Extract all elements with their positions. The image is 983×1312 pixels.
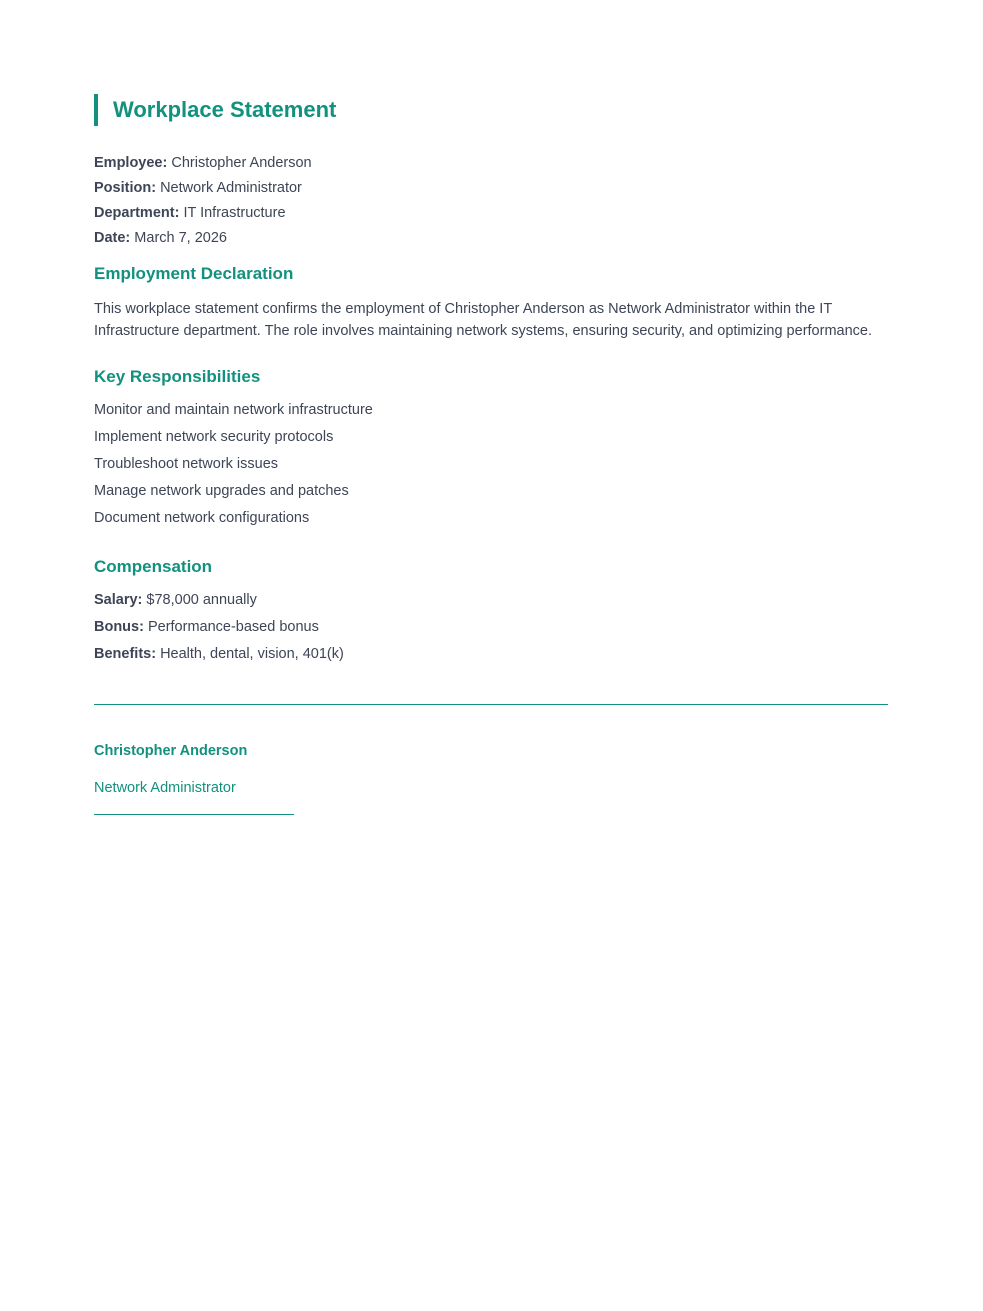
signature-title: Network Administrator — [94, 780, 236, 796]
page-title: Workplace Statement — [113, 97, 337, 122]
comp-label: Bonus: — [94, 619, 144, 635]
meta-employee — [94, 151, 888, 176]
compensation-list — [94, 587, 888, 668]
signature-name: Christopher Anderson — [94, 743, 248, 759]
section-employment-declaration — [94, 265, 888, 342]
comp-value: $78,000 annually — [146, 592, 257, 608]
title-block — [94, 94, 888, 126]
section-divider — [94, 704, 888, 705]
meta-department — [94, 201, 888, 226]
comp-value: Health, dental, vision, 401(k) — [160, 646, 344, 662]
compensation-benefits — [94, 641, 888, 668]
meta-value: March 7, 2026 — [134, 230, 227, 246]
section-heading: Key Responsibilities — [94, 367, 261, 386]
meta-value: Network Administrator — [160, 180, 302, 196]
list-item: Implement network security protocols — [94, 429, 334, 445]
section-compensation — [94, 558, 888, 668]
document-page — [94, 94, 888, 815]
section-key-responsibilities — [94, 368, 888, 532]
declaration-text: This workplace statement confirms the employment of Christopher Anderson as Network Administrator within the IT Infrastructure department. The role involves maintaining network systems, ensuring security, and optimizing performance. — [94, 301, 872, 339]
list-item: Monitor and maintain network infrastructure — [94, 402, 373, 418]
responsibilities-list — [94, 397, 888, 532]
meta-date — [94, 226, 888, 251]
section-heading: Compensation — [94, 557, 213, 576]
meta-label: Position: — [94, 180, 157, 196]
meta-position — [94, 176, 888, 201]
comp-label: Salary: — [94, 592, 143, 608]
compensation-salary — [94, 587, 888, 614]
list-item: Manage network upgrades and patches — [94, 483, 349, 499]
compensation-bonus — [94, 614, 888, 641]
meta-value: Christopher Anderson — [171, 155, 312, 171]
signature-block — [94, 742, 888, 815]
meta-label: Date: — [94, 230, 131, 246]
comp-value: Performance-based bonus — [147, 619, 319, 635]
section-heading: Employment Declaration — [94, 264, 294, 283]
signature-line — [94, 814, 294, 815]
meta-value: IT Infrastructure — [183, 205, 286, 221]
list-item: Document network configurations — [94, 510, 310, 526]
employee-meta — [94, 151, 888, 251]
meta-label: Employee: — [94, 155, 168, 171]
comp-label: Benefits: — [94, 646, 157, 662]
meta-label: Department: — [94, 205, 180, 221]
list-item: Troubleshoot network issues — [94, 456, 279, 472]
